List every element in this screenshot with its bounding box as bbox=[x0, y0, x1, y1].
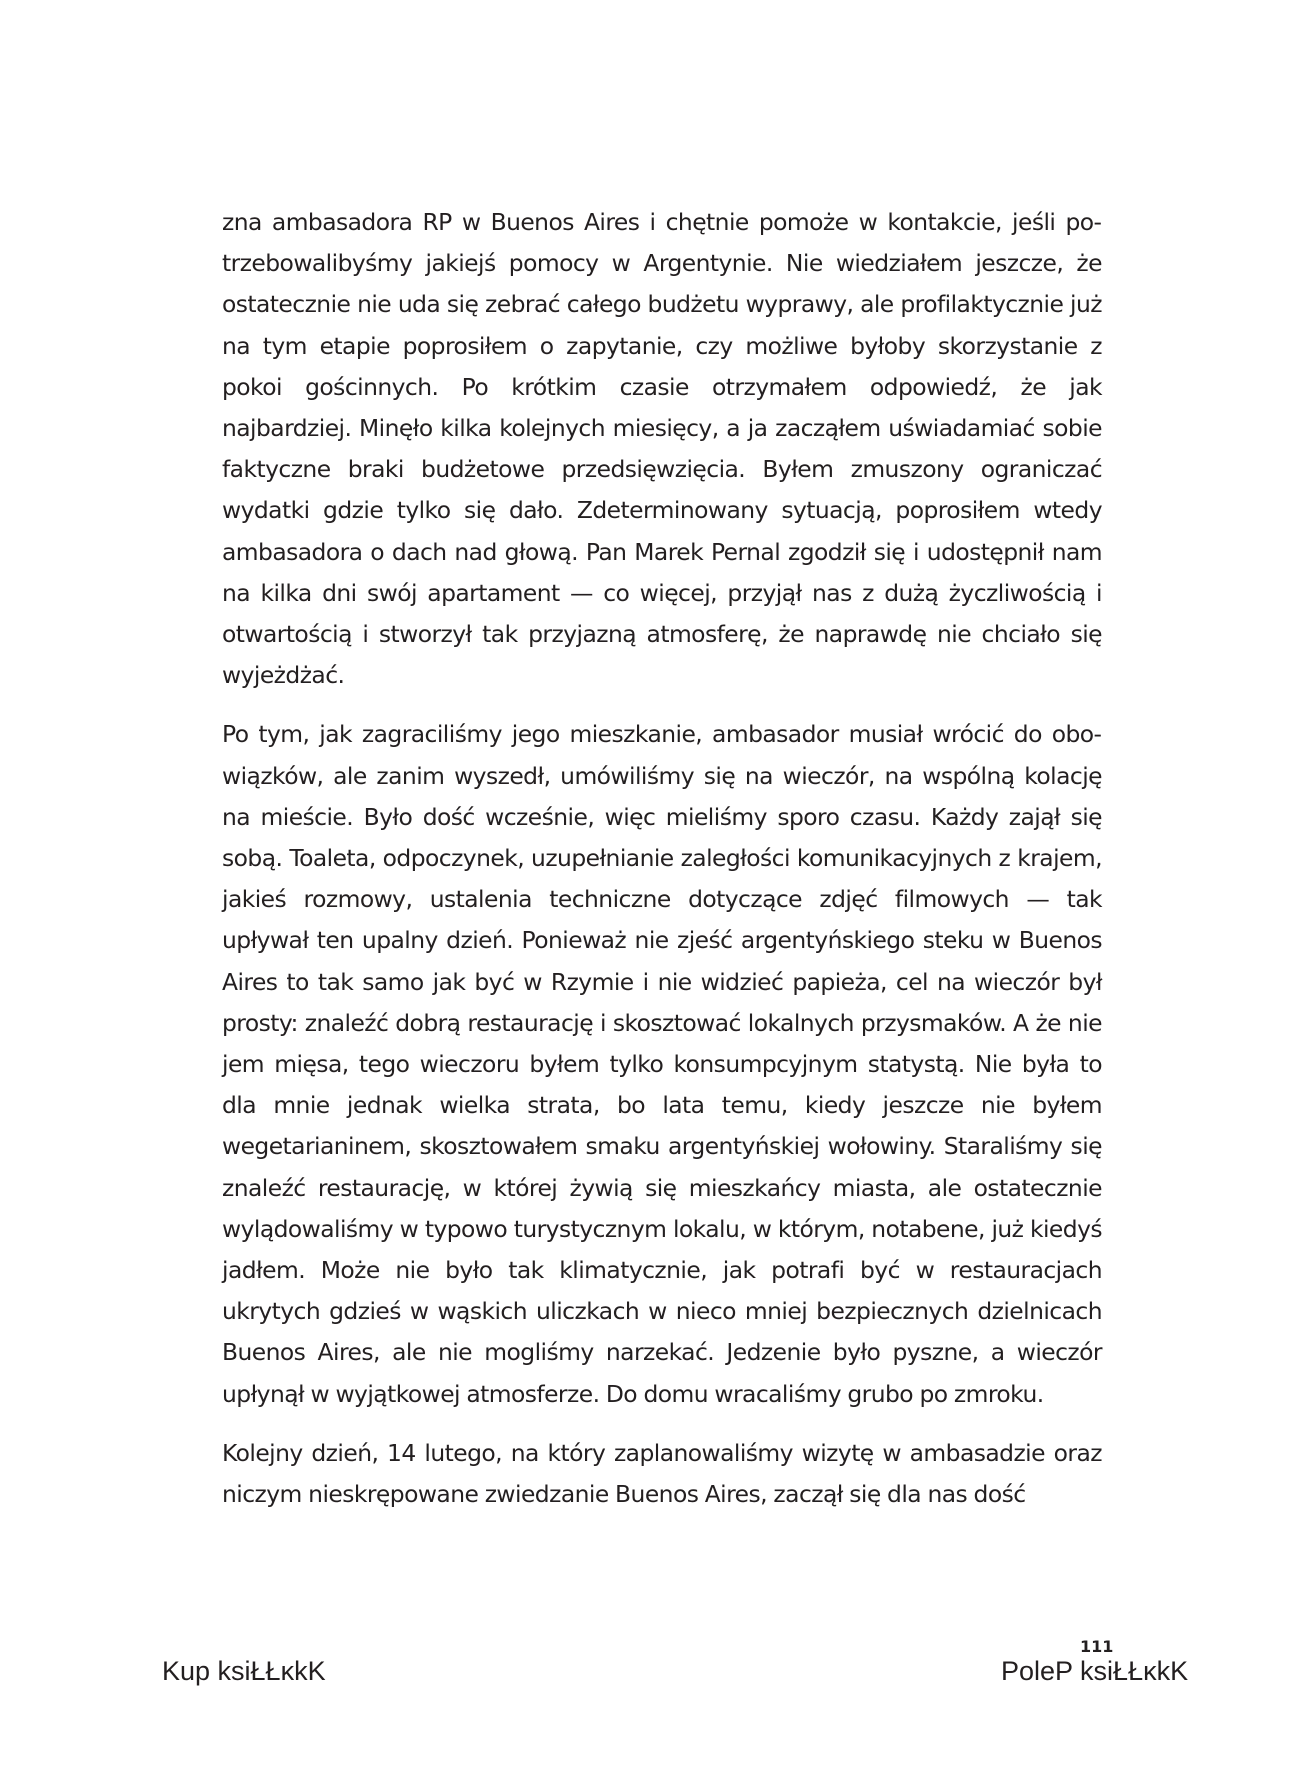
recommend-book-link[interactable]: PoleP ksiŁŁĸkK bbox=[1001, 1656, 1189, 1686]
page-body bbox=[222, 202, 1102, 1533]
body-paragraph-1: zna ambasadora RP w Buenos Aires i chętnie pomoże w kontakcie, jeśli potrzebowalibyśmy jakiejś pomocy w Argentynie. Nie wiedziałem jeszcze, że ostatecznie nie uda się zebrać całego budżetu wyprawy, ale profilaktycznie już na tym etapie poprosiłem o zapytanie, czy możliwe byłoby skorzystanie z pokoi gościnnych. Po krótkim czasie otrzymałem odpowiedź, że jak najbardziej. Minęło kilka kolejnych miesięcy, a ja zacząłem uświadamiać sobie faktyczne braki budżetowe przedsięwzięcia. Byłem zmuszony ograniczać wydatki gdzie tylko się dało. Zdeterminowany sytuacją, poprosiłem wtedy ambasadora o dach nad głową. Pan Marek Pernal zgodził się i udostępnił nam na kilka dni swój apartament — co więcej, przyjął nas z dużą życzliwością i otwartością i stworzył tak przyjazną atmosferę, że naprawdę nie chciało się wyjeżdżać. bbox=[222, 208, 1102, 690]
body-paragraph-3: Kolejny dzień, 14 lutego, na który zaplanowaliśmy wizytę w ambasadzie oraz niczym nieskrępowane zwiedzanie Buenos Aires, zaczął się dla nas dość bbox=[222, 1438, 1102, 1509]
buy-book-link[interactable]: Kup ksiŁŁĸkK bbox=[162, 1656, 326, 1686]
body-paragraph-2: Po tym, jak zagraciliśmy jego mieszkanie, ambasador musiał wrócić do obowiązków, ale zanim wyszedł, umówiliśmy się na wieczór, na wspólną kolację na mieście. Było dość wcześnie, więc mieliśmy sporo czasu. Każdy zajął się sobą. Toaleta, odpoczynek, uzupełnianie zaległości komunikacyjnych z krajem, jakieś rozmowy, ustalenia techniczne dotyczące zdjęć filmowych — tak upływał ten upalny dzień. Ponieważ nie zjeść argentyńskiego steku w Buenos Aires to tak samo jak być w Rzymie i nie widzieć papieża, cel na wieczór był prosty: znaleźć dobrą restaurację i skosztować lokalnych przysmaków. A że nie jem mięsa, tego wieczoru byłem tylko konsumpcyjnym statystą. Nie była to dla mnie jednak wielka strata, bo lata temu, kiedy jeszcze nie byłem wegetarianinem, skosztowałem smaku argentyńskiej wołowiny. Staraliśmy się znaleźć restaurację, w której żywią się mieszkańcy miasta, ale ostatecznie wylądowaliśmy w typowo turystycznym lokalu, w którym, notabene, już kiedyś jadłem. Może nie było tak klimatycznie, jak potrafi być w restauracjach ukrytych gdzieś w wąskich uliczkach w nieco mniej bezpiecznych dzielnicach Buenos Aires, ale nie mogliśmy narzekać. Jedzenie było pyszne, a wieczór upłynął w wyjątkowej atmosferze. Do domu wracaliśmy grubo po zmroku. bbox=[222, 720, 1102, 1408]
page-number: 111 bbox=[1080, 1637, 1114, 1656]
